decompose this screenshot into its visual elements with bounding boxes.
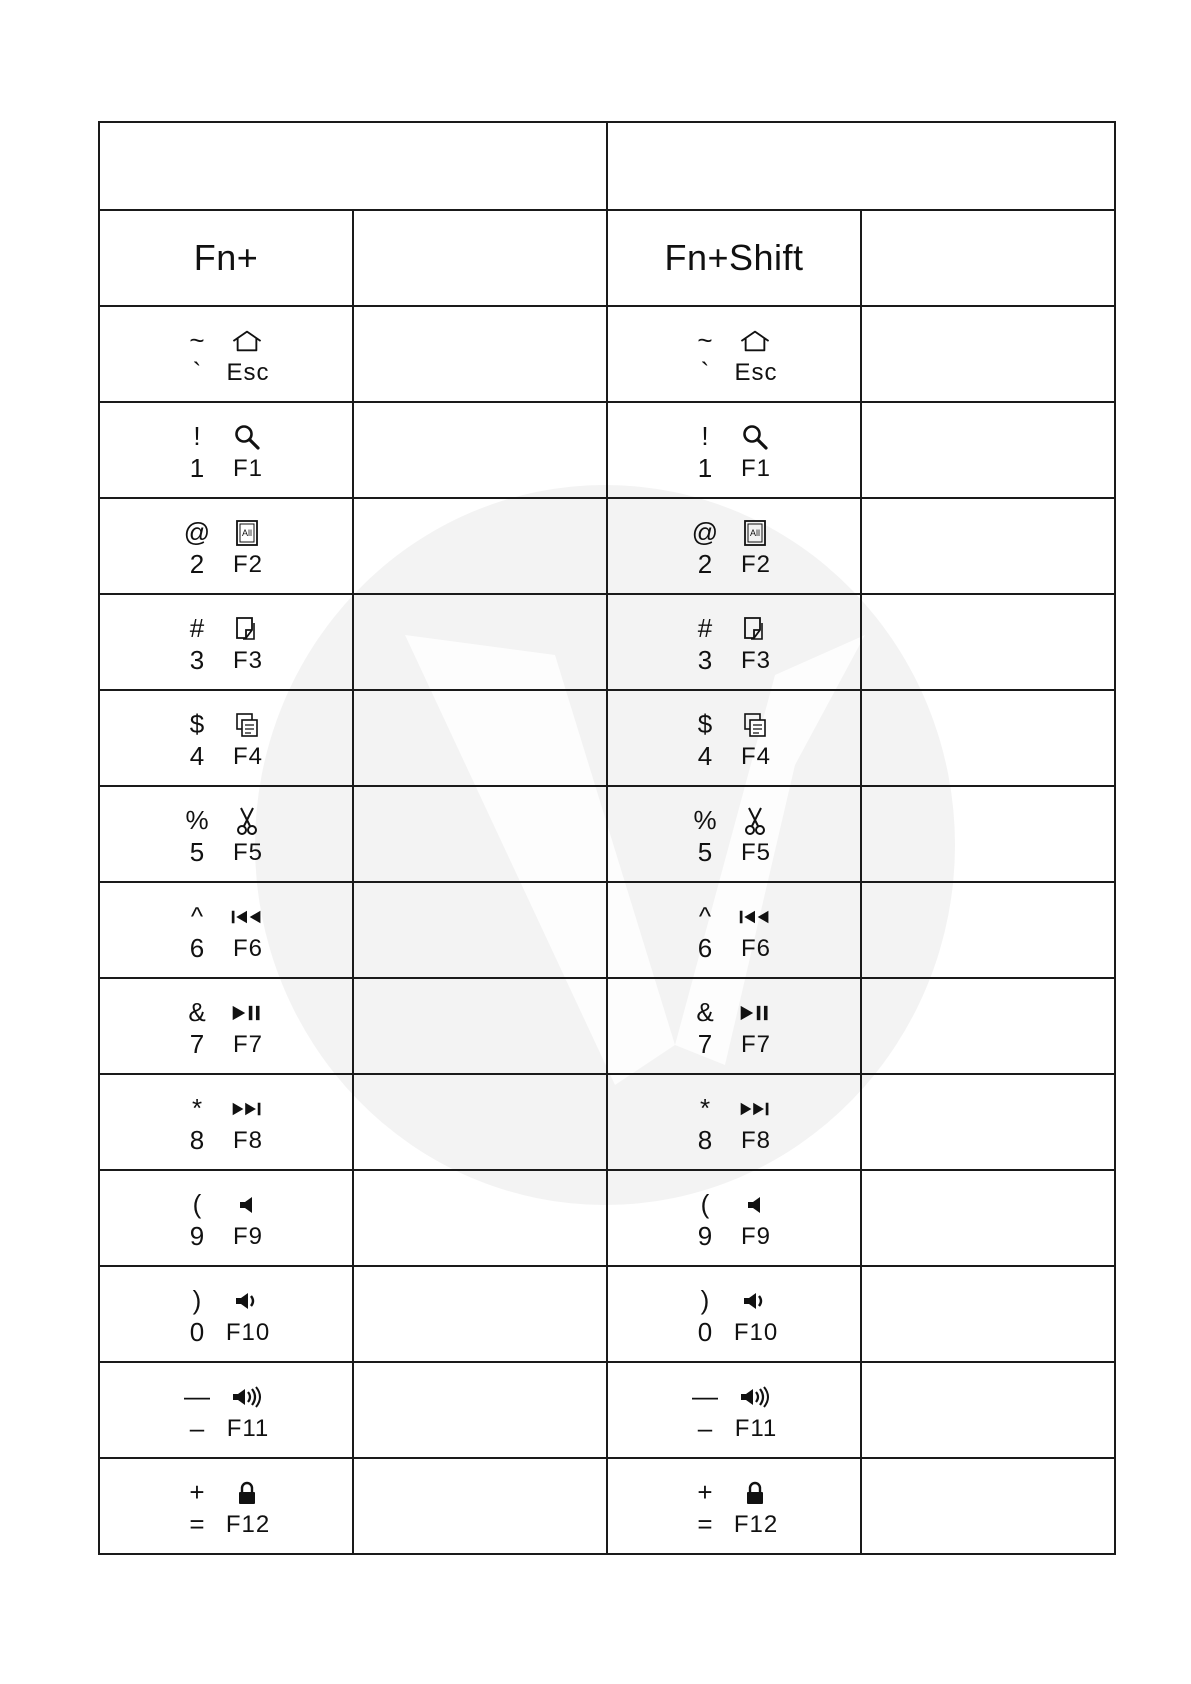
key-cell-fn: [99, 978, 353, 1074]
header-fn-shift-desc: [861, 210, 1115, 306]
base-symbol: 7: [697, 1029, 713, 1059]
next-track-icon: [738, 1095, 772, 1123]
table-row: [99, 306, 1115, 402]
search-icon: [738, 423, 772, 451]
key-glyph: [176, 703, 276, 773]
key-cell-fn: [99, 786, 353, 882]
key-glyph: [684, 895, 784, 965]
key-cell-fn-shift: [607, 690, 861, 786]
key-glyph: [176, 415, 276, 485]
key-glyph: [176, 895, 276, 965]
key-glyph: [684, 991, 784, 1061]
shift-symbol: #: [189, 613, 205, 643]
play-pause-icon: [230, 999, 264, 1027]
description-cell-fn: [353, 1458, 607, 1554]
function-key-label: F8: [232, 1127, 263, 1154]
base-symbol: 1: [697, 453, 713, 483]
description-cell-fn-shift: [861, 978, 1115, 1074]
key-cell-fn-shift: [607, 882, 861, 978]
shift-symbol: $: [189, 709, 205, 739]
key-glyph: [176, 511, 276, 581]
lock-icon: [230, 1479, 264, 1507]
shift-symbol: —: [692, 1381, 718, 1411]
base-symbol: 8: [189, 1125, 205, 1155]
function-key-label: F11: [226, 1415, 270, 1442]
function-key-label: F5: [740, 839, 771, 866]
key-glyph: [176, 1471, 276, 1541]
description-cell-fn-shift: [861, 690, 1115, 786]
base-symbol: 0: [189, 1317, 205, 1347]
copy-icon: [230, 615, 264, 643]
base-symbol: 7: [189, 1029, 205, 1059]
base-symbol: 5: [697, 837, 713, 867]
key-cell-fn: [99, 402, 353, 498]
function-key-label: F10: [225, 1319, 271, 1346]
shift-symbol: ): [192, 1285, 202, 1315]
key-glyph: [684, 1375, 784, 1445]
key-cell-fn-shift: [607, 1170, 861, 1266]
description-cell-fn-shift: [861, 1074, 1115, 1170]
select-all-icon: [738, 519, 772, 547]
description-cell-fn: [353, 786, 607, 882]
base-symbol: 9: [697, 1221, 713, 1251]
key-cell-fn-shift: [607, 498, 861, 594]
select-all-icon: [230, 519, 264, 547]
base-symbol: 0: [697, 1317, 713, 1347]
key-cell-fn: [99, 306, 353, 402]
previous-track-icon: [230, 903, 264, 931]
shift-symbol: *: [699, 1093, 711, 1123]
svg-text:All: All: [241, 528, 253, 538]
header-fn-desc: [353, 210, 607, 306]
shift-symbol: &: [696, 997, 714, 1027]
key-glyph: [176, 1375, 276, 1445]
base-symbol: 2: [697, 549, 713, 579]
home-icon: [230, 327, 264, 355]
shift-symbol: %: [185, 805, 209, 835]
paste-icon: [230, 711, 264, 739]
description-cell-fn-shift: [861, 594, 1115, 690]
function-key-label: F1: [740, 455, 771, 482]
key-cell-fn: [99, 1266, 353, 1362]
key-glyph: [176, 1279, 276, 1349]
description-cell-fn-shift: [861, 1458, 1115, 1554]
shift-symbol: ^: [698, 901, 712, 931]
function-key-label: F11: [734, 1415, 778, 1442]
function-key-label: F12: [225, 1511, 271, 1538]
key-cell-fn-shift: [607, 594, 861, 690]
key-glyph: [684, 703, 784, 773]
key-cell-fn-shift: [607, 786, 861, 882]
mute-icon: [230, 1191, 264, 1219]
base-symbol: =: [697, 1509, 713, 1539]
key-cell-fn: [99, 1074, 353, 1170]
key-glyph: [176, 799, 276, 869]
title-cell-right: [607, 122, 1115, 210]
key-cell-fn-shift: [607, 1074, 861, 1170]
description-cell-fn: [353, 1266, 607, 1362]
key-cell-fn: [99, 1170, 353, 1266]
table-row: [99, 978, 1115, 1074]
shift-symbol: ~: [697, 325, 713, 355]
function-key-label: F9: [740, 1223, 771, 1250]
volume-up-icon: [738, 1383, 772, 1411]
volume-down-icon: [738, 1287, 772, 1315]
shift-symbol: ^: [190, 901, 204, 931]
key-glyph: [684, 319, 784, 389]
volume-down-icon: [230, 1287, 264, 1315]
description-cell-fn-shift: [861, 1266, 1115, 1362]
key-cell-fn-shift: [607, 1362, 861, 1458]
shift-symbol: @: [691, 517, 719, 547]
header-fn: Fn+: [99, 210, 353, 306]
base-symbol: 3: [189, 645, 205, 675]
base-symbol: 3: [697, 645, 713, 675]
shift-symbol: ): [700, 1285, 710, 1315]
base-symbol: 6: [189, 933, 205, 963]
shift-symbol: %: [693, 805, 717, 835]
function-key-label: Esc: [734, 359, 778, 386]
key-cell-fn-shift: [607, 402, 861, 498]
key-glyph: [176, 607, 276, 677]
header-fn-shift: Fn+Shift: [607, 210, 861, 306]
table-row: [99, 498, 1115, 594]
key-cell-fn: [99, 594, 353, 690]
key-cell-fn-shift: [607, 1266, 861, 1362]
function-key-label: F9: [232, 1223, 263, 1250]
description-cell-fn: [353, 594, 607, 690]
key-glyph: [684, 1087, 784, 1157]
table-row: [99, 882, 1115, 978]
key-glyph: [684, 799, 784, 869]
key-cell-fn-shift: [607, 1458, 861, 1554]
function-key-label: F2: [740, 551, 771, 578]
shift-symbol: @: [183, 517, 211, 547]
table-row: [99, 690, 1115, 786]
key-cell-fn: [99, 1458, 353, 1554]
table-row: [99, 594, 1115, 690]
shift-symbol: —: [184, 1381, 210, 1411]
key-glyph: [684, 415, 784, 485]
shift-symbol: *: [191, 1093, 203, 1123]
description-cell-fn-shift: [861, 1362, 1115, 1458]
description-cell-fn: [353, 402, 607, 498]
table-title-row: [99, 122, 1115, 210]
mute-icon: [738, 1191, 772, 1219]
description-cell-fn: [353, 978, 607, 1074]
play-pause-icon: [738, 999, 772, 1027]
svg-text:All: All: [749, 528, 761, 538]
function-key-label: F6: [740, 935, 771, 962]
base-symbol: 8: [697, 1125, 713, 1155]
description-cell-fn: [353, 882, 607, 978]
table-row: [99, 1170, 1115, 1266]
description-cell-fn-shift: [861, 498, 1115, 594]
shift-symbol: $: [697, 709, 713, 739]
home-icon: [738, 327, 772, 355]
table-row: [99, 786, 1115, 882]
table-row: [99, 402, 1115, 498]
base-symbol: =: [189, 1509, 205, 1539]
shift-symbol: &: [188, 997, 206, 1027]
function-key-label: F3: [740, 647, 771, 674]
key-glyph: [684, 607, 784, 677]
shift-symbol: ~: [189, 325, 205, 355]
base-symbol: `: [700, 357, 710, 387]
key-cell-fn: [99, 498, 353, 594]
search-icon: [230, 423, 264, 451]
base-symbol: 4: [697, 741, 713, 771]
function-key-label: F2: [232, 551, 263, 578]
key-glyph: [684, 1471, 784, 1541]
key-cell-fn: [99, 882, 353, 978]
lock-icon: [738, 1479, 772, 1507]
function-key-label: F10: [733, 1319, 779, 1346]
shift-symbol: #: [697, 613, 713, 643]
function-key-label: F8: [740, 1127, 771, 1154]
description-cell-fn: [353, 690, 607, 786]
table-row: [99, 1362, 1115, 1458]
base-symbol: –: [697, 1413, 713, 1443]
base-symbol: 1: [189, 453, 205, 483]
table-row: [99, 1458, 1115, 1554]
volume-up-icon: [230, 1383, 264, 1411]
description-cell-fn-shift: [861, 1170, 1115, 1266]
paste-icon: [738, 711, 772, 739]
function-key-label: F1: [232, 455, 263, 482]
description-cell-fn: [353, 1170, 607, 1266]
key-glyph: [684, 1183, 784, 1253]
table-header-row: [99, 210, 1115, 306]
key-cell-fn-shift: [607, 978, 861, 1074]
key-glyph: [176, 991, 276, 1061]
description-cell-fn: [353, 498, 607, 594]
function-key-label: F7: [740, 1031, 771, 1058]
description-cell-fn: [353, 1074, 607, 1170]
next-track-icon: [230, 1095, 264, 1123]
shift-symbol: (: [192, 1189, 202, 1219]
description-cell-fn: [353, 1362, 607, 1458]
description-cell-fn-shift: [861, 882, 1115, 978]
function-key-label: F4: [740, 743, 771, 770]
base-symbol: 2: [189, 549, 205, 579]
description-cell-fn-shift: [861, 402, 1115, 498]
previous-track-icon: [738, 903, 772, 931]
base-symbol: –: [189, 1413, 205, 1443]
function-key-label: F12: [733, 1511, 779, 1538]
function-key-label: F4: [232, 743, 263, 770]
function-key-label: F3: [232, 647, 263, 674]
table-row: [99, 1266, 1115, 1362]
copy-icon: [738, 615, 772, 643]
description-cell-fn-shift: [861, 306, 1115, 402]
table-row: [99, 1074, 1115, 1170]
base-symbol: 5: [189, 837, 205, 867]
shift-symbol: +: [189, 1477, 205, 1507]
shift-symbol: (: [700, 1189, 710, 1219]
key-glyph: [684, 1279, 784, 1349]
cut-icon: [738, 807, 772, 835]
description-cell-fn-shift: [861, 786, 1115, 882]
function-key-label: F6: [232, 935, 263, 962]
key-glyph: [176, 1183, 276, 1253]
key-glyph: [684, 511, 784, 581]
key-glyph: [176, 1087, 276, 1157]
shift-symbol: !: [193, 421, 201, 451]
base-symbol: `: [192, 357, 202, 387]
base-symbol: 4: [189, 741, 205, 771]
function-key-label: F5: [232, 839, 263, 866]
shortcut-table: [98, 121, 1116, 1555]
key-cell-fn: [99, 1362, 353, 1458]
title-cell-left: [99, 122, 607, 210]
base-symbol: 9: [189, 1221, 205, 1251]
cut-icon: [230, 807, 264, 835]
base-symbol: 6: [697, 933, 713, 963]
key-cell-fn: [99, 690, 353, 786]
function-key-label: Esc: [226, 359, 270, 386]
function-key-label: F7: [232, 1031, 263, 1058]
key-glyph: [176, 319, 276, 389]
shift-symbol: +: [697, 1477, 713, 1507]
description-cell-fn: [353, 306, 607, 402]
key-cell-fn-shift: [607, 306, 861, 402]
shift-symbol: !: [701, 421, 709, 451]
